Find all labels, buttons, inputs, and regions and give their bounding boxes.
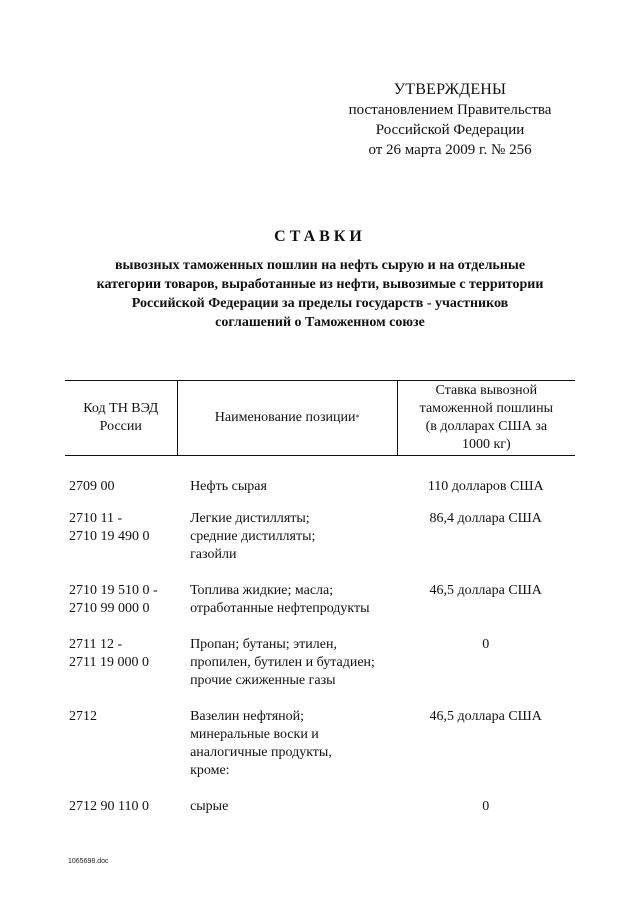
document-subtitle: [80, 256, 560, 332]
document-title: СТАВКИ: [274, 228, 366, 245]
file-footer: 1065698.doc: [68, 858, 109, 865]
cell-name-line: аналогичные продукты,: [190, 745, 332, 760]
cell-code: [65, 582, 186, 618]
table-row: [65, 478, 575, 496]
cell-code-line: 2711 19 000 0: [69, 655, 149, 670]
cell-code: [65, 636, 186, 690]
cell-code-line: 2712 90 110 0: [69, 799, 149, 814]
cell-name: [186, 582, 396, 618]
cell-name-line: газойли: [190, 547, 237, 562]
cell-code-line: 2710 11 -: [69, 511, 123, 526]
cell-code: [65, 798, 186, 816]
cell-code-line: 2710 19 510 0 -: [69, 583, 158, 598]
subtitle-line-1: вывозных таможенных пошлин на нефть сырую и на отдельные: [114, 258, 526, 273]
header-rate-line-3: (в долларах США за: [425, 419, 548, 434]
cell-code-line: 2710 19 490 0: [69, 529, 150, 544]
header-name-text: Наименование позиции: [214, 410, 356, 425]
table-row: [65, 582, 575, 618]
cell-rate: 0: [482, 799, 490, 814]
cell-rate: 110 долларов США: [427, 479, 544, 494]
cell-rate: 86,4 доллара США: [429, 511, 542, 526]
cell-code-line: 2711 12 -: [69, 637, 123, 652]
cell-name-line: минеральные воски и: [190, 727, 319, 742]
cell-name-line: Нефть сырая: [190, 479, 267, 494]
cell-rate: 46,5 доллара США: [429, 583, 542, 598]
table-row: [65, 636, 575, 690]
approval-line-3: от 26 марта 2009 г. № 256: [368, 142, 532, 158]
cell-code-line: 2709 00: [69, 479, 115, 494]
cell-rate: 0: [482, 637, 490, 652]
cell-name-line: сырые: [190, 799, 229, 814]
approval-line-2: Российской Федерации: [375, 122, 525, 138]
rates-table: [65, 380, 575, 816]
cell-code-line: 2712: [69, 709, 97, 724]
cell-name-line: Вазелин нефтяной;: [190, 709, 305, 724]
cell-name-line: пропилен, бутилен и бутадиен;: [190, 655, 375, 670]
subtitle-line-3: Российской Федерации за пределы государств - участников: [131, 296, 509, 311]
header-name: Наименование позиции *: [177, 381, 398, 455]
header-rate-line-2: таможенной пошлины: [419, 401, 554, 416]
approval-block: [330, 80, 570, 160]
header-code-line-2: России: [99, 419, 142, 434]
table-row: [65, 510, 575, 564]
subtitle-line-2: категории товаров, выработанные из нефти, вывозимые с территории: [96, 277, 544, 292]
table-row: [65, 708, 575, 780]
table-body: [65, 478, 575, 816]
cell-name: [186, 636, 396, 690]
cell-name-line: прочие сжиженные газы: [190, 673, 336, 688]
cell-name-line: Пропан; бутаны; этилен,: [190, 637, 337, 652]
table-header: [65, 380, 575, 456]
cell-name: [186, 510, 396, 564]
cell-name-line: отработанные нефтепродукты: [190, 601, 370, 616]
cell-name-line: кроме:: [190, 763, 230, 778]
cell-code: [65, 510, 186, 564]
cell-rate: 46,5 доллара США: [429, 709, 542, 724]
header-code-line-1: Код ТН ВЭД: [83, 401, 159, 416]
cell-name: [186, 708, 396, 780]
cell-code-line: 2710 99 000 0: [69, 601, 150, 616]
cell-code: [65, 478, 186, 496]
header-code: [65, 381, 177, 455]
cell-name: [186, 478, 396, 496]
approval-line-1: постановлением Правительства: [348, 102, 552, 118]
table-row: [65, 798, 575, 816]
subtitle-line-4: соглашений о Таможенном союзе: [215, 315, 425, 330]
header-rate-line-4: 1000 кг): [461, 437, 511, 452]
cell-name-line: Топлива жидкие; масла;: [190, 583, 334, 598]
cell-name-line: средние дистилляты;: [190, 529, 316, 544]
header-rate: [398, 381, 575, 455]
cell-code: [65, 708, 186, 780]
cell-name-line: Легкие дистилляты;: [190, 511, 310, 526]
approved-heading: УТВЕРЖДЕНЫ: [393, 81, 507, 98]
header-rate-line-1: Ставка вывозной: [435, 383, 538, 398]
cell-name: [186, 798, 396, 816]
